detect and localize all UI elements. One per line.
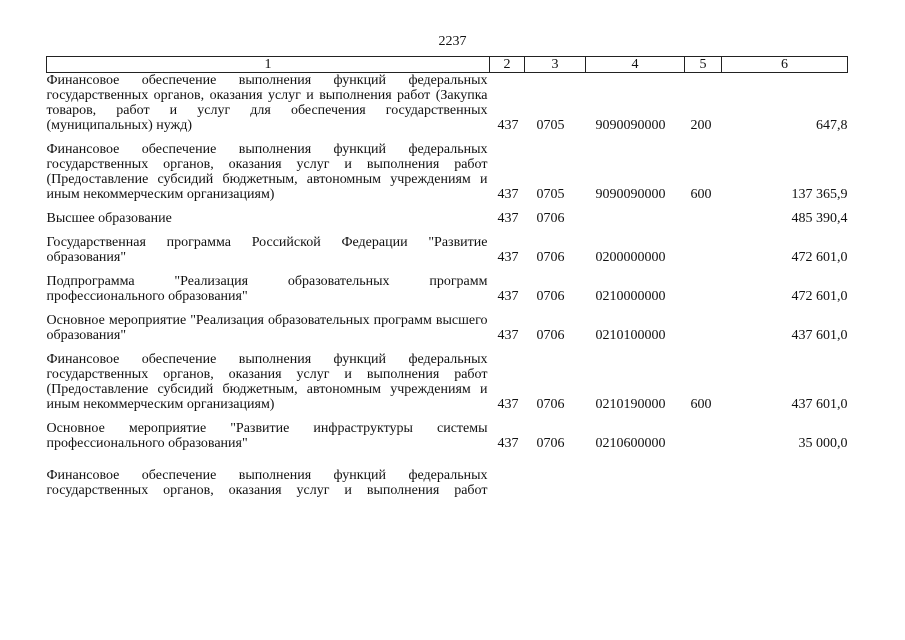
row-ministry-code: 437 <box>497 436 519 451</box>
row-expense-type <box>685 309 722 348</box>
row-description: Основное мероприятие "Развитие инфраструктуры системы профессионального образования" <box>46 421 488 451</box>
table-row <box>47 207 848 231</box>
row-section-code: 0705 <box>536 187 565 202</box>
row-target-code: 9090090000 <box>595 118 666 133</box>
column-number-header <box>47 57 848 73</box>
row-ministry-code: 437 <box>497 328 519 343</box>
row-description: Финансовое обеспечение выполнения функций федеральных государственных органов, оказания услуг и выполнения работ <box>46 468 488 498</box>
row-expense-type <box>685 270 722 309</box>
row-target-code: 9090090000 <box>595 187 666 202</box>
row-section-code <box>525 456 586 503</box>
row-ministry-code: 437 <box>497 118 519 133</box>
row-amount: 472 601,0 <box>791 289 848 304</box>
row-target-code: 0210100000 <box>595 328 666 343</box>
row-target-code: 0210190000 <box>595 397 666 412</box>
row-ministry-code: 437 <box>497 211 519 226</box>
table-row <box>47 417 848 456</box>
table-row <box>47 348 848 417</box>
row-ministry-code: 437 <box>497 250 519 265</box>
row-amount: 647,8 <box>816 118 848 133</box>
row-description: Высшее образование <box>46 211 172 226</box>
row-description: Финансовое обеспечение выполнения функций федеральных государственных органов, оказания услуг и выполнения работ (Предоставление субсидий бюджетным, автономным учреждениям и иным некоммерческим организациям) <box>46 142 488 202</box>
row-section-code: 0706 <box>536 328 565 343</box>
row-ministry-code: 437 <box>497 397 519 412</box>
row-description: Основное мероприятие "Реализация образовательных программ высшего образования" <box>46 313 488 343</box>
column-header-6: 6 <box>722 57 848 73</box>
row-description: Государственная программа Российской Федерации "Развитие образования" <box>46 235 488 265</box>
row-target-code <box>586 207 685 231</box>
table-row <box>47 138 848 207</box>
row-section-code: 0705 <box>536 118 565 133</box>
column-header-3: 3 <box>525 57 586 73</box>
row-description: Подпрограмма "Реализация образовательных программ профессионального образования" <box>46 274 488 304</box>
row-section-code: 0706 <box>536 397 565 412</box>
row-expense-type <box>685 417 722 456</box>
row-ministry-code: 437 <box>497 289 519 304</box>
row-section-code: 0706 <box>536 250 565 265</box>
column-header-4: 4 <box>586 57 685 73</box>
row-target-code: 0210000000 <box>595 289 666 304</box>
row-amount: 35 000,0 <box>798 436 848 451</box>
table-row <box>47 73 848 139</box>
row-description: Финансовое обеспечение выполнения функций федеральных государственных органов, оказания услуг и выполнения работ (Закупка товаров, работ и услуг для обеспечения государственных (муниципальных) нужд) <box>46 73 488 133</box>
row-amount: 472 601,0 <box>791 250 848 265</box>
row-expense-type <box>685 207 722 231</box>
table-row <box>47 309 848 348</box>
row-expense-type: 200 <box>690 118 712 133</box>
row-amount: 437 601,0 <box>791 397 848 412</box>
row-description: Финансовое обеспечение выполнения функций федеральных государственных органов, оказания услуг и выполнения работ (Предоставление субсидий бюджетным, автономным учреждениям и иным некоммерческим организациям) <box>46 352 488 412</box>
row-amount <box>722 456 848 503</box>
budget-table <box>46 56 848 503</box>
row-amount: 485 390,4 <box>791 211 848 226</box>
column-header-5: 5 <box>685 57 722 73</box>
row-section-code: 0706 <box>536 211 565 226</box>
table-row <box>47 231 848 270</box>
row-ministry-code <box>490 456 525 503</box>
row-target-code <box>586 456 685 503</box>
row-amount: 137 365,9 <box>791 187 848 202</box>
row-expense-type <box>685 231 722 270</box>
row-ministry-code: 437 <box>497 187 519 202</box>
row-expense-type <box>685 456 722 503</box>
table-row <box>47 456 848 503</box>
row-expense-type: 600 <box>690 397 712 412</box>
row-amount: 437 601,0 <box>791 328 848 343</box>
row-target-code: 0200000000 <box>595 250 666 265</box>
column-header-1: 1 <box>47 57 490 73</box>
table-row <box>47 270 848 309</box>
row-target-code: 0210600000 <box>595 436 666 451</box>
column-header-2: 2 <box>490 57 525 73</box>
row-section-code: 0706 <box>536 289 565 304</box>
row-expense-type: 600 <box>690 187 712 202</box>
page-number: 2237 <box>438 34 467 49</box>
row-section-code: 0706 <box>536 436 565 451</box>
